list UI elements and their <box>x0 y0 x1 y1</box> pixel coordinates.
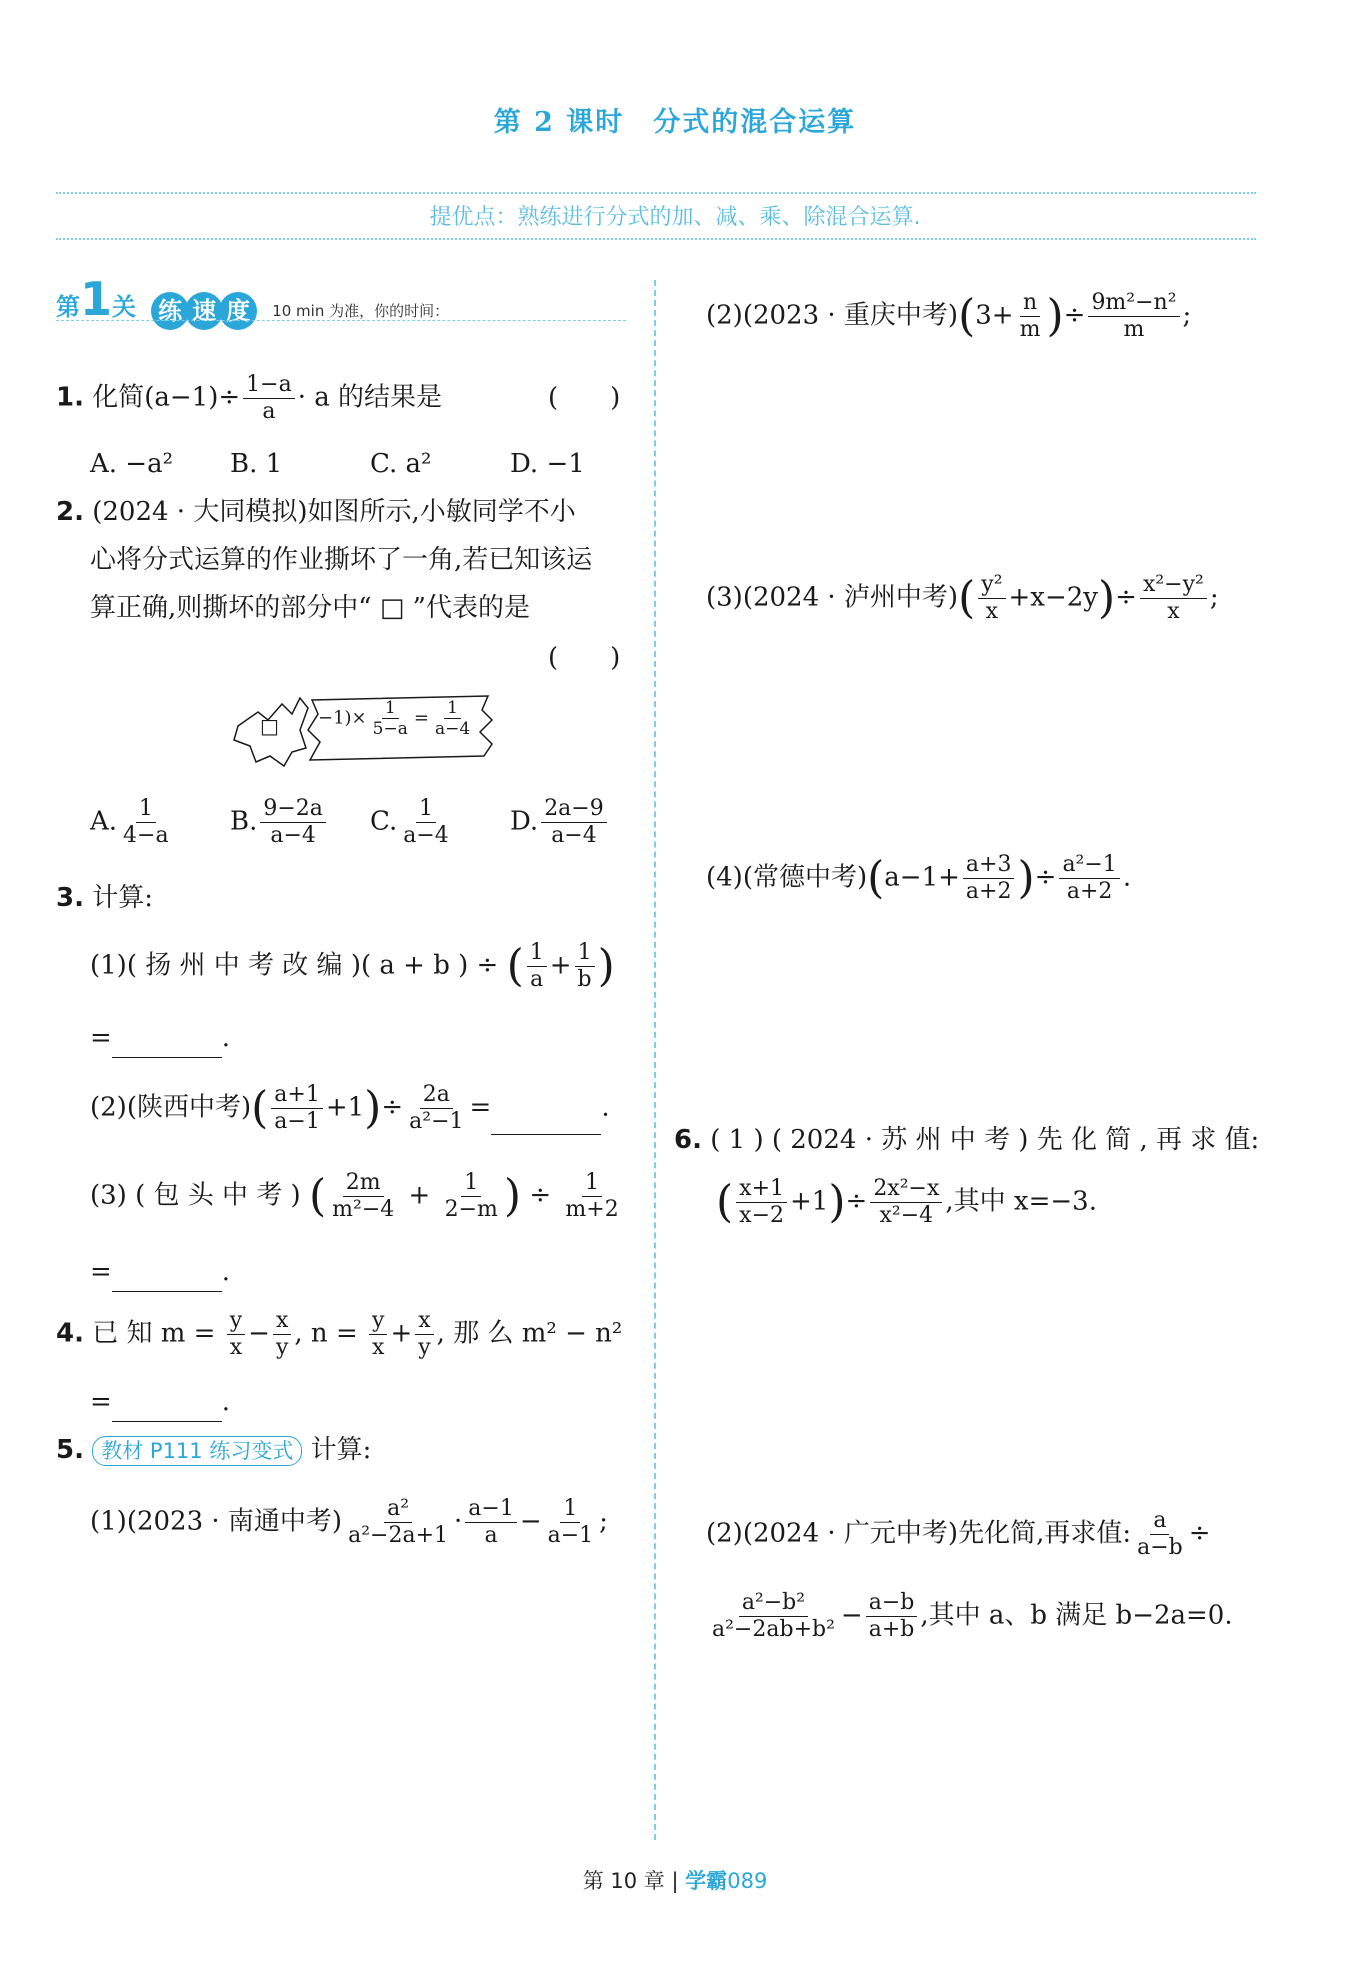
question-3: 3. 计算: <box>56 883 153 913</box>
q5-part2: (2)(2023 · 重庆中考)(3+ $\frac{n}{m}$ )÷ $\frac{\text{9m²−n²}}{m}$ ; <box>706 290 1192 342</box>
answer-paren[interactable]: ( ) <box>548 643 621 673</box>
option-a[interactable]: A. −a² <box>90 449 174 479</box>
q4-answer: = . <box>90 1382 230 1422</box>
badge-char: 度 <box>219 292 257 330</box>
textbook-tag: 教材 P111 练习变式 <box>92 1436 302 1466</box>
q3-part3: (3) ( 包 头 中 考 ) ( $\frac{2m}{\text{m²−4}}$ + $\frac{1}{2-m}$ ) ÷ $\frac{1}{m+2}$ <box>90 1170 619 1222</box>
answer-blank[interactable] <box>112 1031 222 1058</box>
option-c[interactable]: C. $\frac{1}{a-4}$ <box>370 796 449 848</box>
torn-paper-figure <box>230 690 500 770</box>
speed-badge <box>151 292 253 330</box>
question-2: 2. (2024 · 大同模拟)如图所示,小敏同学不小 <box>56 497 576 527</box>
page-title: 第 2 课时 分式的混合运算 <box>493 107 857 138</box>
question-5: 5. 教材 P111 练习变式 计算: <box>56 1435 372 1465</box>
stage-rule <box>56 320 626 321</box>
option-b[interactable]: B. 1 <box>230 449 283 479</box>
option-a[interactable]: A. $\frac{1}{4-a}$ <box>90 796 169 848</box>
q6-part2: (2)(2024 · 广元中考)先化简,再求值: $\frac{a}{a-b}$ ÷ <box>706 1508 1211 1560</box>
q5-part1: (1)(2023 · 南通中考) $\frac{\text{a²}}{\text{a²−2a+1}}$ · $\frac{a-1}{a}$ − $\frac{1}{a-1}$ ; <box>90 1496 608 1548</box>
answer-blank[interactable] <box>491 1108 601 1135</box>
answer-blank[interactable] <box>112 1395 222 1422</box>
question-4: 4. 已 知 m = $\frac{y}{x}$ − $\frac{x}{y}$ , n = $\frac{y}{x}$ + $\frac{x}{y}$ , 那 么 m² − n² <box>56 1308 623 1360</box>
q6-part2-expression: $\frac{\text{a²−b²}}{\text{a²−2ab+b²}}$ − $\frac{a-b}{a+b}$ ,其中 a、b 满足 b−2a=0. <box>712 1590 1233 1642</box>
option-d[interactable]: D. $\frac{2a-9}{a-4}$ <box>510 796 650 849</box>
stage-prefix: 第 <box>56 293 80 321</box>
option-d[interactable]: D. −1 <box>510 449 585 479</box>
answer-blank[interactable] <box>112 1265 222 1292</box>
hint-text: 提优点：熟练进行分式的加、减、乘、除混合运算. <box>429 205 921 230</box>
q6-part1-expression: ( $\frac{x+1}{x-2}$ +1)÷ $\frac{\text{2x²−x}}{\text{x²−4}}$ ,其中 x=−3. <box>716 1176 1097 1228</box>
brand-logo: 学霸 <box>685 1869 728 1893</box>
fig-expression: −1)× $\frac{1}{5-a}$ = $\frac{1}{a-4}$ <box>318 698 471 739</box>
footer-separator: | <box>671 1869 679 1893</box>
page-footer <box>0 1865 1350 1895</box>
hint-top-rule <box>56 192 1256 194</box>
question-6: 6. ( 1 ) ( 2024 · 苏 州 中 考 ) 先 化 简 , 再 求 值: <box>674 1125 1260 1155</box>
q3-part1: (1)( 扬 州 中 考 改 编 )( a + b ) ÷ ( $\frac{1}{a}$ + $\frac{1}{b}$ ) <box>90 940 615 992</box>
badge-char: 速 <box>185 292 223 330</box>
option-c[interactable]: C. a² <box>370 449 432 479</box>
q2-line3: 算正确,则撕坏的部分中“ □ ”代表的是 <box>90 593 530 623</box>
question-1: 1. 化简(a−1)÷ $\frac{1-a}{a}$ · a 的结果是 <box>56 372 442 424</box>
q2-options <box>90 796 650 849</box>
answer-paren[interactable]: ( ) <box>548 383 621 413</box>
column-divider <box>654 280 656 1840</box>
q3-part1-answer: = . <box>90 1018 230 1058</box>
hidden-box: □ <box>260 714 279 738</box>
hint-bottom-rule <box>56 238 1256 240</box>
time-note: 10 min 为准，你的时间： <box>272 302 450 320</box>
q3-part2: (2)(陕西中考)( $\frac{a+1}{a-1}$ +1)÷ $\frac{2a}{\text{a²−1}}$ = . <box>90 1082 610 1134</box>
q3-part3-answer: = . <box>90 1252 230 1292</box>
q5-part3: (3)(2024 · 泸州中考)( $\frac{\text{y²}}{x}$ +x−2y)÷ $\frac{\text{x²−y²}}{x}$ ; <box>706 572 1219 624</box>
option-b[interactable]: B. $\frac{9-2a}{a-4}$ <box>230 796 370 849</box>
stage-suffix: 关 <box>112 293 137 321</box>
q5-part4: (4)(常德中考)(a−1+ $\frac{a+3}{a+2}$ )÷ $\frac{\text{a²−1}}{a+2}$ . <box>706 852 1132 904</box>
q1-options <box>90 444 650 484</box>
stage-number: 1 <box>80 272 113 326</box>
page-number: 089 <box>727 1869 768 1893</box>
fraction: $\frac{1-a}{a}$ <box>243 372 295 425</box>
badge-char: 练 <box>151 292 189 330</box>
q2-line2: 心将分式运算的作业撕坏了一角,若已知该运 <box>90 545 593 575</box>
chapter-label: 第 10 章 <box>582 1869 665 1893</box>
